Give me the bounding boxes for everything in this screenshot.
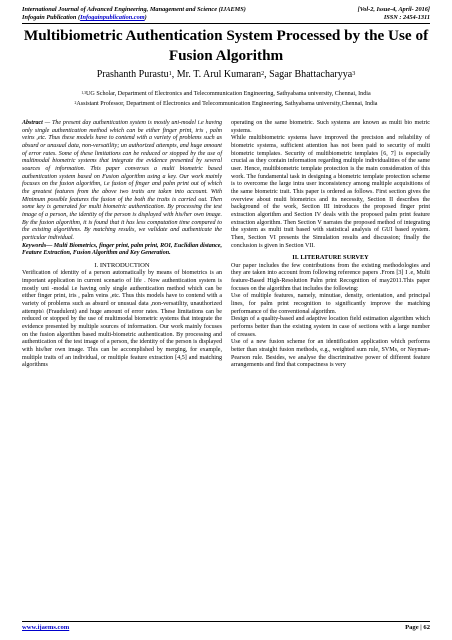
author-2-sup: 2 bbox=[261, 70, 265, 77]
header-divider bbox=[22, 23, 430, 24]
left-column bbox=[22, 120, 222, 370]
literature-paragraph-4: Use of a new fusion scheme for an identification application which performs better than straight fusion methods, e.g., weighted sum rule, SVMs, or Neyman-Pearson rule. Besides, we analyse the discriminative power of different feature arrangements and find that compactness is very bbox=[231, 339, 430, 369]
journal-header bbox=[22, 6, 430, 22]
intro-heading: I. INTRODUCTION bbox=[94, 261, 150, 269]
literature-paragraph-1: Our paper includes the few contributions from the existing methodologies and they are taken into account from following reference papers .From [3] I .e, Multi feature-Based High-Resolution Palm print Recognition of may2011.This paper focuses on the algorithm that includes the following: bbox=[231, 262, 430, 292]
literature-paragraph-2: Use of multiple features, namely, minutiae, density, orientation, and principal lines, for palm print recognition to significantly improve the matching performance of the conventional algorithm. bbox=[231, 293, 430, 315]
volume-info: [Vol-2, Issue-4, April- 2016] bbox=[357, 6, 430, 13]
affiliations bbox=[22, 89, 430, 109]
publisher-prefix: Infogain Publication ( bbox=[22, 14, 81, 21]
affiliation-1 bbox=[22, 89, 430, 99]
literature-heading: II. LITERATURE SURVEY bbox=[292, 254, 369, 262]
footer-divider bbox=[22, 621, 430, 622]
author-3: , Sagar Bhattacharyya bbox=[264, 69, 353, 80]
publisher-line bbox=[22, 14, 147, 22]
affiliation-2-text: Assistant Professor, Department of Electronics and Telecommunication Engineering, Sathyabama university,Chennai, India bbox=[76, 101, 378, 107]
journal-name: International Journal of Advanced Engineering, Management and Science (IJAEMS) bbox=[22, 6, 246, 13]
abstract bbox=[22, 120, 222, 243]
author-3-sup: 3 bbox=[352, 70, 356, 77]
paper-title: Multibiometric Authentication System Processed by the Use of Fusion Algorithm bbox=[23, 27, 429, 64]
intro-continued-2: While multibiometric systems have improved the precision and reliability of biometric systems, sufficient attention has not been paid to security of multi biometric templates. Security of multibiometric templates [6, 7] is especially crucial as they contain information regarding multiple individualities of the same user. Hence, multibiometric template protection is the main consideration of this work. The fundamental task in designing a biometric template protection scheme is to overcome the large intra user inconsistency among multiple acquisitions of the same biometric trait. This paper is ordered as follows. First section gives the overview about multi biometrics and its necessity, Section II describes the background of the work, Section III introduces the proposed finger print extraction algorithm and Section IV deals with the proposed palm print feature extraction algorithm. Then Section V narrates the proposed method of integrating the system as multi trait based with statistical analysis of GUI based system. Then, Section VI presents the Simulation results and discussion; finally the conclusion is given in Section VII. bbox=[231, 135, 430, 249]
affiliation-2-sup: 2 bbox=[74, 101, 77, 105]
publisher-suffix: ) bbox=[144, 14, 147, 21]
author-2: , Mr. T. Arul Kumaran bbox=[171, 69, 262, 80]
keywords: Keywords— Multi Biometrics, finger print, palm print, ROI, Euclidian distance, Feature Extraction, Fusion Algorithm and Key Generation. bbox=[22, 242, 222, 257]
intro-continued-1: operating on the same biometric. Such systems are known as multi bio metric systems. bbox=[231, 120, 430, 134]
publisher-link[interactable]: Infogainpublication.com bbox=[80, 14, 145, 21]
page-number: Page | 62 bbox=[405, 624, 430, 631]
author-line bbox=[22, 69, 430, 81]
affiliation-1-text: UG Scholar, Department of Electronics and Telecommunication Engineering, Sathyabama university, Chennai, India bbox=[86, 91, 371, 97]
affiliation-2 bbox=[22, 99, 430, 109]
affiliation-1-sup: 1,3 bbox=[81, 91, 87, 95]
author-1: Prashanth Purastu bbox=[96, 69, 169, 80]
issn: ISSN : 2454-1311 bbox=[383, 14, 430, 21]
abstract-label: Abstract bbox=[22, 120, 43, 126]
literature-paragraph-3: Design of a quality-based and adaptive location field estimation algorithm which performs better than the existing system in case of sections with a large number of creases. bbox=[231, 316, 430, 338]
right-column bbox=[231, 120, 430, 370]
intro-paragraph: Verification of identity of a person automatically by means of biometrics is an important application in current scenario of life . Now authentication system is mostly uni -modal i.e having only single authentication method which can be either finger print, iris , palm veins ,etc. Thus this models have to contend with a variety of problems such as absurd or unusual data ,non-versatility, unauthorized attempts\ (Fraudulent) and huge amount of error rates. These limitations can be reduced or stopped by the use of multimodal biometric systems that integrate the evidence presented by multiple sources of information. Our work mainly focuses on the fusion algorithm based multi-biometric authentication. By processing and authentication of the test image of a person, the identity of the person is displayed with his/her own image. This can be accomplished by merging, for example, multiple traits of an individual, or multiple feature extraction [4,5] and matching algorithms bbox=[22, 270, 222, 369]
abstract-text: — The present day authentication system is mostly uni-model i.e having only single authentication method which can be either finger print, iris , palm veins ,etc. Thus these models have to contend with a variety of problems such as absurd or unusual data, non-versatility; un authorized attempts, and huge amount of error rates. Some of these limitations can be reduced or stopped by the use of multimodal biometric systems that integrate the evidence presented by several sources of information. This paper converses a multi biometric based authentication system based on Fusion algorithm using a key. Our work mainly focuses on the fusion algorithm, i.e fusion of finger and palm print out of which the greatest features from the above two traits are taken into account. With Minimum possible features the fusion of the both the traits is carried out. Then some key is generated for multi biometric authentication. By processing the test image of a person, the identity of the person is displayed with his/her own image. By the fusion algorithm, it is found that it has less computation time compared to the existing algorithms. By matching results, we validate and authenticate the particular individual. bbox=[22, 120, 222, 241]
author-1-sup: 1 bbox=[168, 70, 172, 77]
page-footer bbox=[22, 624, 430, 631]
journal-url-link[interactable]: www.ijaems.com bbox=[22, 624, 70, 631]
